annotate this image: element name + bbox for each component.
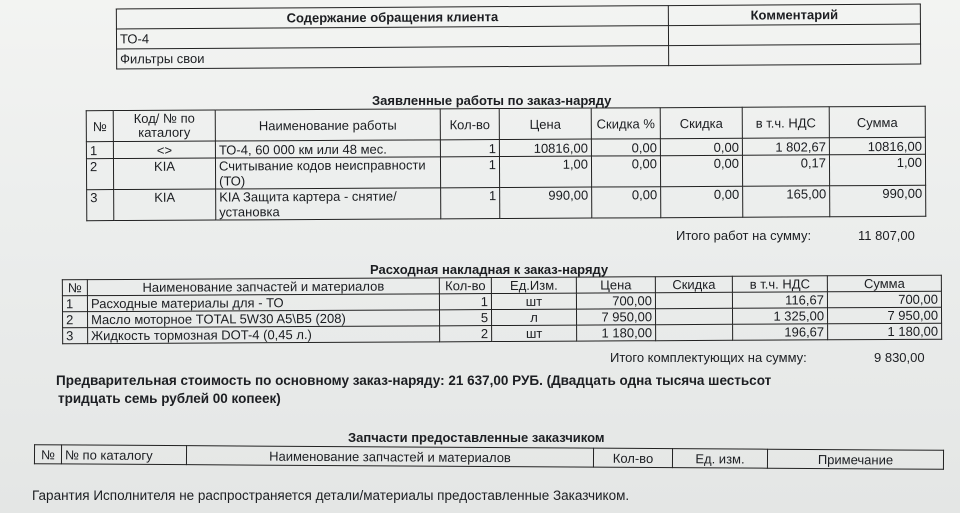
row-price: 1,00 bbox=[499, 156, 591, 187]
row-num: 2 bbox=[63, 312, 88, 328]
row-qty: 2 bbox=[440, 326, 492, 342]
row-qty: 5 bbox=[440, 310, 492, 326]
row-name: Расходные материалы для - ТО bbox=[87, 294, 439, 312]
num-header: № bbox=[34, 445, 61, 464]
qty-header: Кол-во bbox=[439, 278, 491, 294]
table-header-row bbox=[34, 445, 943, 470]
row-qty: 1 bbox=[439, 294, 491, 310]
parts-total-label: Итого комплектующих на сумму: bbox=[610, 350, 807, 365]
row-vat: 1 802,67 bbox=[742, 138, 829, 155]
row-name: Масло моторное TOTAL 5W30 A5\B5 (208) bbox=[88, 310, 440, 328]
row-code: <> bbox=[113, 141, 215, 159]
request-comment-cell bbox=[669, 44, 921, 66]
table-row bbox=[117, 44, 921, 69]
row-unit: л bbox=[492, 309, 577, 325]
num-header: № bbox=[62, 280, 87, 296]
code-header: Код/ № по каталогу bbox=[113, 110, 215, 142]
row-qty: 1 bbox=[440, 140, 499, 157]
discount-header: Скидка bbox=[655, 276, 732, 292]
row-qty: 1 bbox=[441, 188, 500, 219]
estimate-line-2: тридцать семь рублей 00 копеек) bbox=[58, 391, 281, 406]
estimate-line-1: Предварительная стоимость по основному заказ-наряду: 21 637,00 РУБ. (Двадцать одна тысяча шестьсот bbox=[56, 373, 772, 388]
row-discount: 0,00 bbox=[660, 138, 742, 155]
name-header: Наименование запчастей и материалов bbox=[186, 446, 593, 467]
discount-header: Скидка bbox=[660, 107, 742, 138]
request-content-cell: Фильтры свои bbox=[117, 46, 669, 69]
qty-header: Кол-во bbox=[593, 448, 672, 467]
row-sum: 990,00 bbox=[830, 185, 926, 217]
row-name: ТО-4, 60 000 км или 48 мес. bbox=[215, 140, 440, 158]
row-name: Жидкость тормозная DOT-4 (0,45 л.) bbox=[88, 326, 440, 344]
sum-header: Сумма bbox=[829, 106, 925, 138]
row-vat: 165,00 bbox=[743, 186, 830, 217]
price-header: Цена bbox=[576, 277, 655, 293]
row-num: 2 bbox=[86, 159, 113, 190]
row-vat: 1 325,00 bbox=[732, 308, 827, 324]
row-vat: 196,67 bbox=[733, 324, 828, 340]
row-code: KIA bbox=[114, 189, 216, 221]
row-num: 1 bbox=[62, 296, 87, 312]
num-header: № bbox=[86, 111, 113, 142]
row-sum: 1,00 bbox=[829, 154, 925, 186]
customer-parts-title: Запчасти предоставленные заказчиком bbox=[348, 430, 605, 445]
row-vat: 0,17 bbox=[742, 155, 829, 186]
request-comment-cell bbox=[668, 24, 920, 46]
content-header: Содержание обращения клиента bbox=[116, 6, 668, 29]
vat-header: в т.ч. НДС bbox=[732, 276, 827, 292]
row-sum: 7 950,00 bbox=[827, 307, 941, 324]
vat-header: в т.ч. НДС bbox=[742, 107, 829, 138]
row-num: 3 bbox=[87, 190, 114, 221]
works-total-label: Итого работ на сумму: bbox=[676, 228, 812, 243]
unit-header: Ед.Изм. bbox=[491, 277, 576, 293]
row-discount: 0,00 bbox=[660, 155, 742, 186]
comment-header: Комментарий bbox=[668, 4, 920, 26]
name-header: Наименование запчастей и материалов bbox=[87, 278, 439, 296]
parts-total-value: 9 830,00 bbox=[874, 350, 925, 365]
works-title: Заявленные работы по заказ-наряду bbox=[372, 93, 612, 108]
table-row bbox=[86, 154, 925, 189]
row-discount bbox=[656, 324, 733, 340]
row-sum: 10816,00 bbox=[829, 137, 925, 155]
row-discount: 0,00 bbox=[661, 186, 743, 217]
discount-pct-header: Скидка % bbox=[591, 108, 660, 139]
request-content-cell: ТО-4 bbox=[116, 26, 668, 49]
parts-table bbox=[62, 275, 942, 345]
row-qty: 1 bbox=[440, 157, 499, 188]
warranty-note: Гарантия Исполнителя не распространяется детали/материалы предоставленные Заказчиком. bbox=[32, 488, 630, 503]
row-price: 990,00 bbox=[500, 187, 592, 218]
row-discount bbox=[655, 308, 732, 324]
row-discount-pct: 0,00 bbox=[591, 156, 660, 187]
table-header-row bbox=[86, 106, 925, 141]
row-name: KIA Защита картера - снятие/установка bbox=[216, 188, 441, 220]
qty-header: Кол-во bbox=[440, 109, 499, 140]
row-discount bbox=[655, 292, 732, 308]
row-price: 1 180,00 bbox=[577, 325, 656, 341]
row-code: KIA bbox=[113, 158, 215, 190]
row-price: 10816,00 bbox=[499, 139, 591, 156]
row-sum: 700,00 bbox=[827, 291, 941, 308]
note-header: Примечание bbox=[767, 449, 943, 469]
unit-header: Ед. изм. bbox=[672, 449, 767, 469]
name-header: Наименование работы bbox=[215, 109, 440, 141]
row-num: 1 bbox=[86, 142, 113, 159]
row-num: 3 bbox=[63, 328, 88, 344]
sum-header: Сумма bbox=[827, 275, 941, 292]
table-row bbox=[87, 185, 926, 220]
parts-title: Расходная накладная к заказ-наряду bbox=[370, 262, 609, 277]
row-name: Считывание кодов неисправности (ТО) bbox=[215, 157, 440, 189]
row-discount-pct: 0,00 bbox=[592, 187, 661, 218]
row-sum: 1 180,00 bbox=[828, 323, 942, 340]
row-unit: шт bbox=[491, 293, 576, 309]
row-vat: 116,67 bbox=[732, 292, 827, 308]
row-price: 700,00 bbox=[576, 293, 655, 309]
client-request-table bbox=[116, 4, 921, 70]
customer-parts-table bbox=[34, 444, 944, 470]
works-total-value: 11 807,00 bbox=[858, 228, 915, 243]
works-table bbox=[86, 106, 927, 221]
catalog-header: № по каталогу bbox=[61, 445, 186, 465]
price-header: Цена bbox=[499, 108, 591, 139]
row-discount-pct: 0,00 bbox=[591, 139, 660, 156]
row-unit: шт bbox=[492, 325, 577, 341]
row-price: 7 950,00 bbox=[576, 309, 655, 325]
